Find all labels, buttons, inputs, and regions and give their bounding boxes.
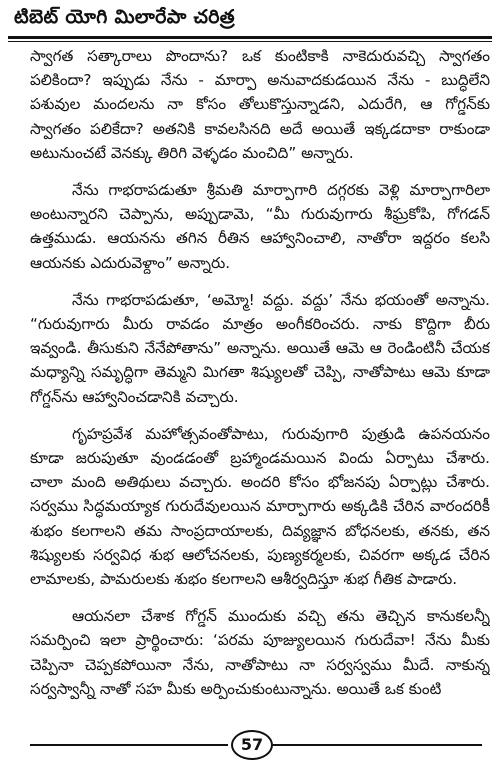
header-rule-thick [8,36,492,39]
text-line: పశువుల మందలను నా కోసం తోలుకొస్తున్నాడని, ఎదురేగి, ఆ గోగ్డన్‌కు [30,95,490,114]
text-line: నేను గాభరాపడుతూ, ‘అమ్మో! వద్దు. వద్దు’ నేను భయంతో అన్నాను. [72,290,490,309]
text-line: గృహప్రవేశ మహోత్సవంతోపాటు, గురువుగారి పుత్రుడి ఉపనయనం [72,424,490,443]
text-line: చెప్పినా చెప్పకపోయినా నేను, నాతోపాటు నా సర్వస్వము మీదే. నాకున్న [30,655,490,674]
text-line: పలికిందా? ఇప్పుడు నేను - మార్పా అనువాదకుడయిన నేను - బుద్ధిలేని [30,71,490,90]
paragraph [30,44,490,165]
text-line: ఉత్తముడు. ఆయనను తగిన రీతిన ఆహ్వానించాలి, నాతోరా ఇద్దరం కలసి [30,229,490,248]
header-rule-thin [8,41,492,42]
text-line: సర్వము సిద్ధమయ్యాక గురుదేవులయిన మార్పాగారు అక్కడికి చేరిన వారందరికీ [30,497,490,516]
text-line: సర్వస్వాన్నీ నాతో సహ మీకు అర్పించుకుంటున్నాను. అయితే ఒక కుంటి [30,679,442,698]
text-line: కూడా జరుపుతూ వుండడంతో బ్రహ్మాండమయిన విందు ఏర్పాటు చేశారు. [30,449,490,468]
text-line: చాలా మంది అతిథులు వచ్చారు. అందరి కోసం భోజనపు ఏర్పాట్లు చేశారు. [30,473,490,492]
footer-rule-right [272,744,482,746]
paragraph [30,178,490,275]
page-footer [0,728,500,758]
text-line: స్వాగత సత్కారాలు పొందాను? ఒక కుంటికాకి నాకెదురువచ్చి స్వాగతం [30,47,490,65]
text-line: ఇవ్వండి. తీసుకుని నేనేపోతాను” అన్నాను. అయితే ఆమె ఆ రెండింటినీ చేయక [30,339,490,358]
text-line: గోగ్డన్‌ను ఆహ్వానించడానికి వచ్చారు. [30,387,239,406]
book-title: టిబెట్ యోగి మిలారేపా చరిత్ర [14,6,235,28]
text-line: మధ్యాన్ని సమృద్ధిగా తెమ్మని మిగతా శిష్యులతో చెప్పి, నాతోపాటు ఆమె కూడా [30,363,490,382]
text-line: శిష్యులకు సర్వవిధ శుభ ఆలోచనలకు, పుణ్యకర్మలకు, చివరగా అక్కడ చేరిన [30,545,490,564]
text-line: లామాలకు, పామరులకు శుభం కలగాలని ఆశీర్వదిస్తూ శుభ గీతిక పాడారు. [30,570,458,589]
text-line: “గురువుగారు మీరు రావడం మాత్రం అంగీకరించరు. నాకు కొద్దిగా బీరు [30,315,490,334]
text-line: శుభం కలగాలని తమ సాంప్రదాయాలకు, దివ్యజ్ఞాన బోధనలకు, తనకు, తన [30,521,490,540]
running-header [8,2,492,34]
text-line: ఆయనలా చేశాక గోగ్డన్ ముందుకు వచ్చి తను తెచ్చిన కానుకలన్నీ [72,607,490,626]
paragraph [30,288,490,409]
paragraph [30,604,490,701]
text-line: సమర్పించి ఇలా ప్రార్థించారు: ‘పరమ పూజ్యులయిన గురుదేవా! నేను మీకు [30,631,490,650]
text-line: నేను గాభరాపడుతూ శ్రీమతి మార్పాగారి దగ్గరకు వెళ్లి మార్పాగారిలా [72,181,490,200]
paragraph [30,422,490,591]
text-line: అంటున్నారని చెప్పాను, అప్పుడామె, “మీ గురువుగారు శీఘ్రకోపి, గోగడన్ [30,205,490,224]
text-line: ఆయనకు ఎదురువెళ్దాం” అన్నారు. [30,253,231,272]
text-line: స్వాగతం పలికేదా? అతనికి కావలసినది అదే అయితే ఇక్కడదాకా రాకుండా [30,119,490,138]
page-body [30,44,490,714]
footer-rule-left [30,744,228,746]
text-line: అటునుంచటే వెనక్కు తిరిగి వెళ్ళడం మంచిది” అన్నారు. [30,143,354,162]
page-number: 57 [231,730,273,760]
